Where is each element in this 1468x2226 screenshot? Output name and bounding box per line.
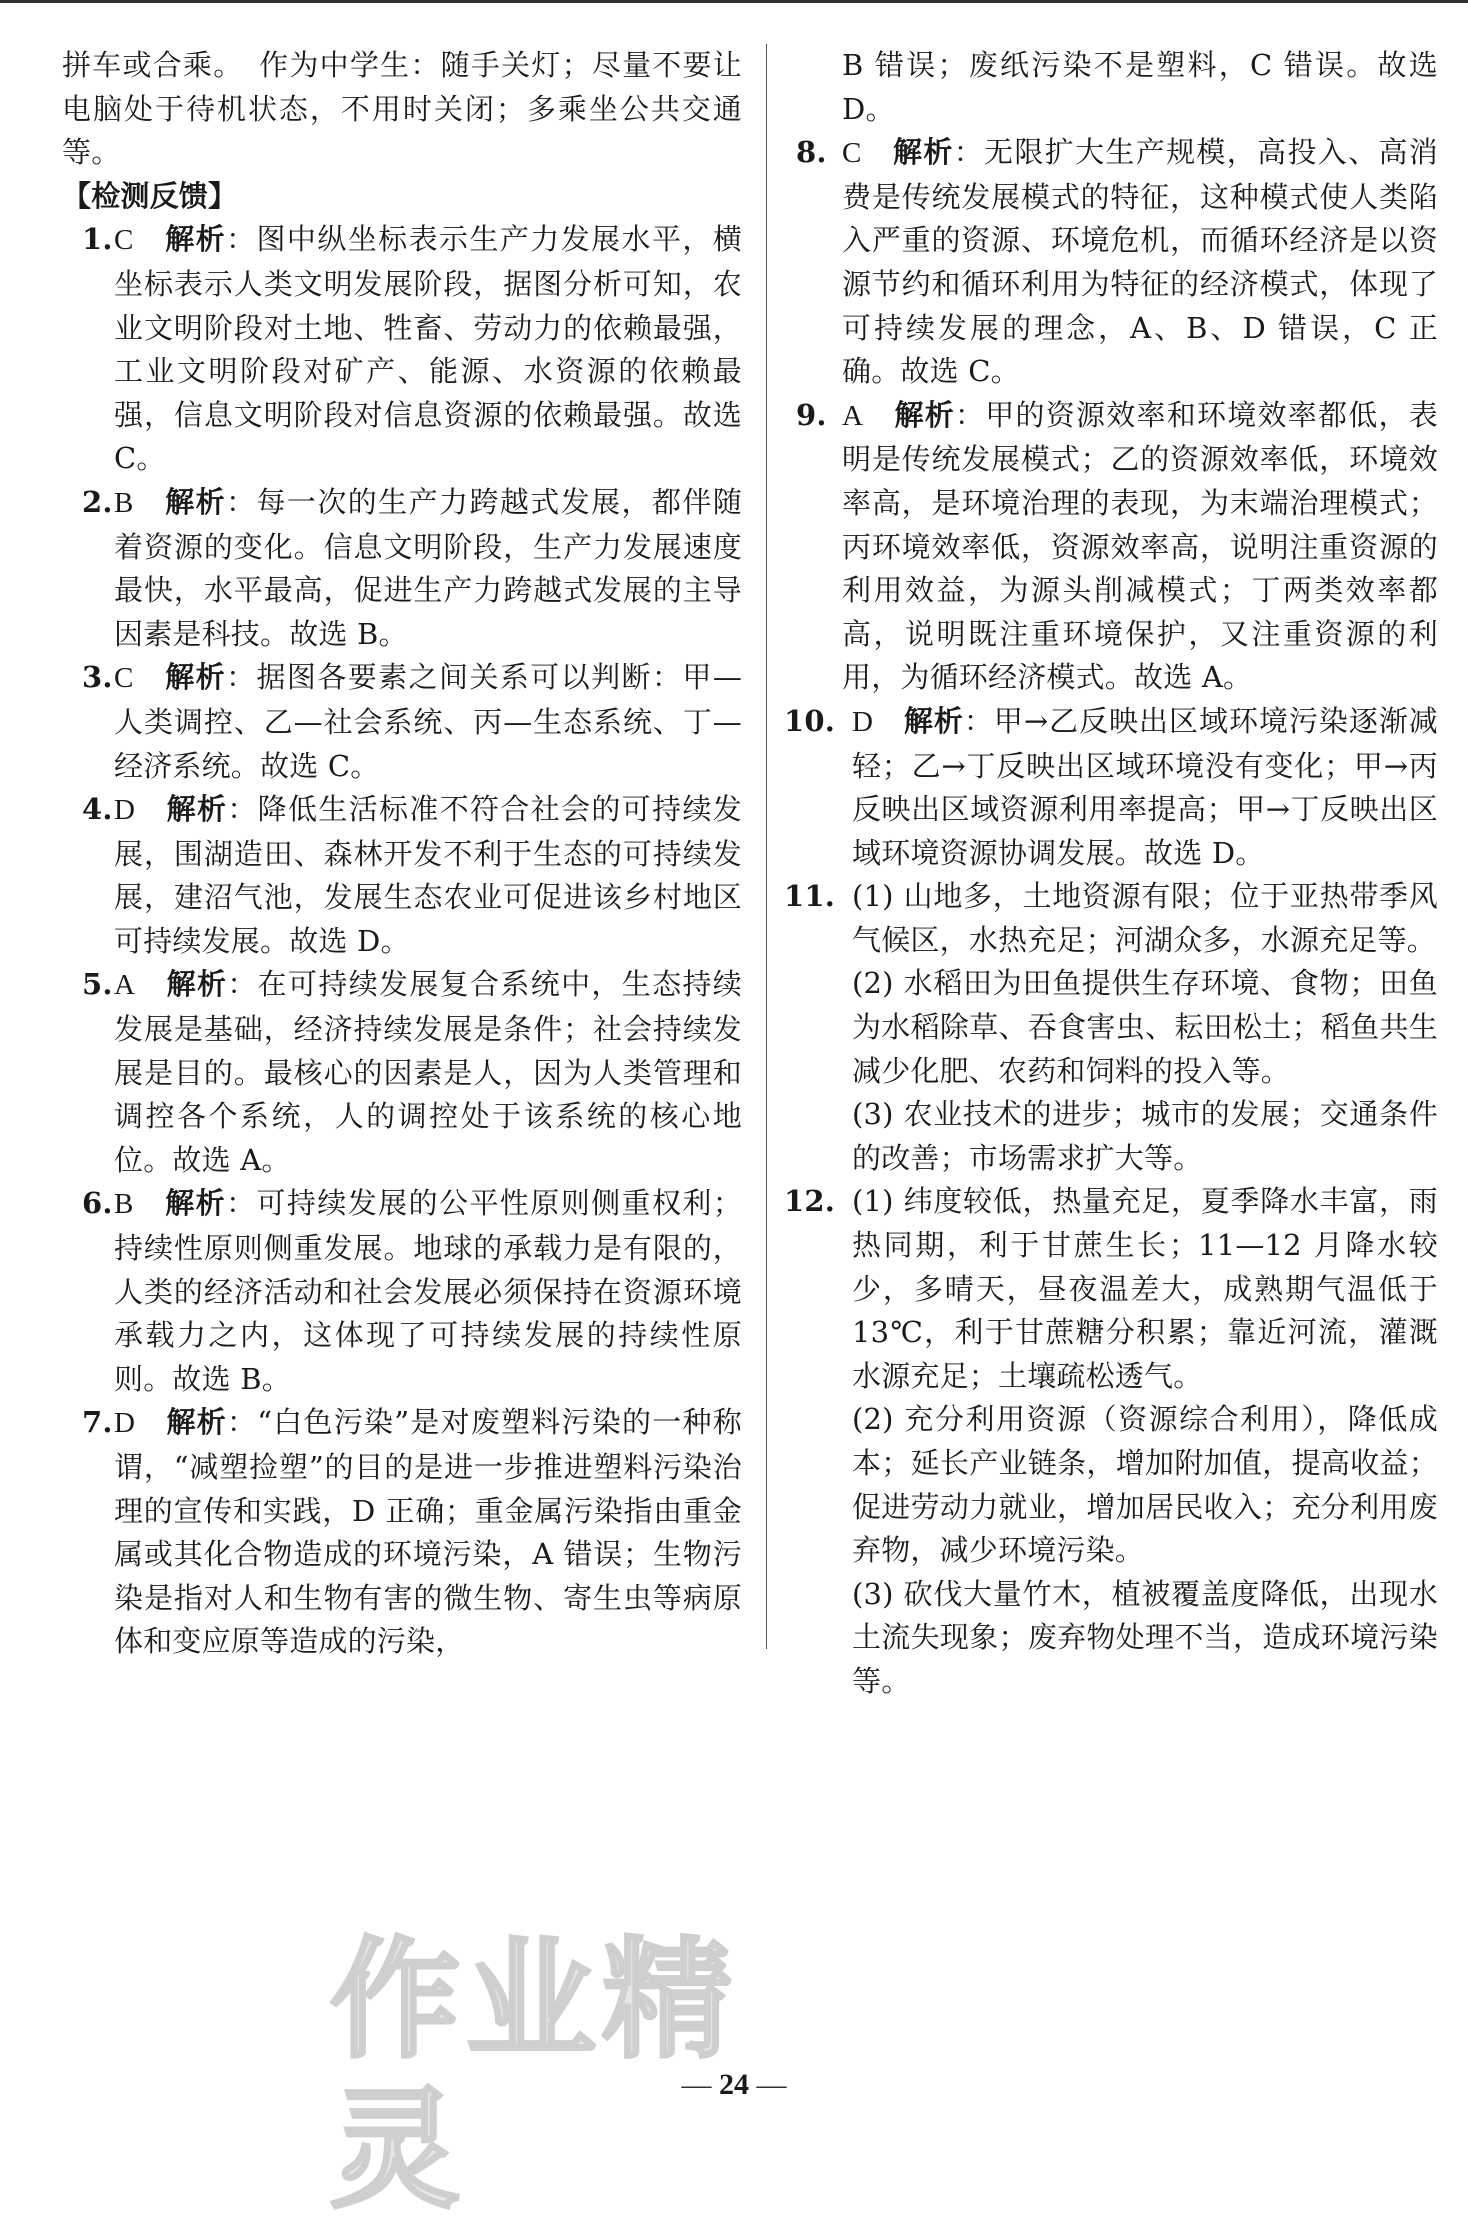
- item-number: 11.: [784, 879, 836, 914]
- item-7-continuation: B 错误；废纸污染不是塑料，C 错误。故选 D。: [842, 48, 1438, 126]
- item-text: ：据图各要素之间关系可以判断：甲—人类调控、乙—社会系统、丙—生态系统、丁—经济系统。故选 C。: [114, 660, 743, 783]
- right-column: [784, 44, 1439, 1704]
- answer-item-11: [784, 875, 1438, 1180]
- item-answer: B: [114, 486, 134, 519]
- item-11-part-2: (2) 水稻田为田鱼提供生存环境、食物；田鱼为水稻除草、吞食害虫、耘田松土；稻鱼共生减少化肥、农药和饲料的投入等。: [852, 966, 1438, 1088]
- item-answer: D: [114, 794, 136, 827]
- item-answer: C: [842, 137, 862, 170]
- item-11-part-1: (1) 山地多，土地资源有限；位于亚热带季风气候区，水热充足；河湖众多，水源充足等。: [852, 879, 1438, 957]
- item-label: 解析: [165, 484, 227, 519]
- item-text: ：每一次的生产力跨越式发展，都伴随着资源的变化。信息文明阶段，生产力发展速度最快，水平最高，促进生产力跨越式发展的主导因素是科技。故选 B。: [114, 484, 743, 651]
- item-answer: D: [114, 1407, 136, 1440]
- answer-item-4: [62, 788, 742, 963]
- answer-item-12: [784, 1180, 1438, 1703]
- item-label: 解析: [166, 1405, 227, 1440]
- item-11-part-3: (3) 农业技术的进步；城市的发展；交通条件的改善；市场需求扩大等。: [852, 1097, 1438, 1175]
- item-answer: C: [114, 224, 134, 257]
- item-number: 5.: [82, 967, 113, 1002]
- watermark-logo: 作业精灵: [330, 1924, 739, 2226]
- item-number: 7.: [82, 1405, 113, 1440]
- item-label: 解析: [903, 703, 964, 738]
- item-label: 解析: [165, 660, 227, 695]
- item-text: ：降低生活标准不符合社会的可持续发展，围湖造田、森林开发不利于生态的可持续发展，建沼气池，发展生态农业可促进该乡村地区可持续发展。故选 D。: [114, 792, 742, 958]
- item-12-part-2: (2) 充分利用资源（资源综合利用），降低成本；延长产业链条，增加附加值，提高收益；促进劳动力就业，增加居民收入；充分利用废弃物，减少环境污染。: [852, 1402, 1438, 1568]
- column-divider: [766, 44, 767, 1649]
- item-text: ：甲→乙反映出区域环境污染逐渐减轻；乙→丁反映出区域环境没有变化；甲→丙反映出区域资源利用率提高；甲→丁反映出区域环境资源协调发展。故选 D。: [852, 703, 1439, 870]
- item-12-part-3: (3) 砍伐大量竹木，植被覆盖度降低，出现水土流失现象；废弃物处理不当，造成环境污染等。: [852, 1576, 1438, 1698]
- item-answer: D: [852, 705, 874, 738]
- intro-paragraph: 拼车或合乘。 作为中学生：随手关灯；尽量不要让电脑处于待机状态，不用时关闭；多乘坐公共交通等。: [62, 48, 742, 170]
- item-number: 1.: [82, 222, 113, 257]
- answer-item-10: [784, 700, 1439, 875]
- item-text: ：无限扩大生产规模，高投入、高消费是传统发展模式的特征，这种模式使人类陷入严重的资源、环境危机，而循环经济是以资源节约和循环利用为特征的经济模式，体现了可持续发展的理念，A、B、D 错误，C 正确。故选 C。: [842, 135, 1439, 389]
- answer-item-6: [62, 1182, 742, 1401]
- item-number: 9.: [796, 397, 827, 432]
- item-label: 解析: [894, 397, 955, 432]
- item-label: 解析: [165, 1186, 227, 1221]
- top-rule: [0, 0, 1468, 3]
- item-number: 3.: [82, 660, 113, 695]
- item-answer: C: [114, 662, 134, 695]
- answer-item-7: [62, 1401, 742, 1664]
- item-text: ：图中纵坐标表示生产力发展水平，横坐标表示人类文明发展阶段，据图分析可知，农业文明阶段对土地、牲畜、劳动力的依赖最强，工业文明阶段对矿产、能源、水资源的依赖最强，信息文明阶段对信息资源的依赖最强。故选 C。: [114, 222, 743, 476]
- item-number: 6.: [82, 1186, 113, 1221]
- answer-item-2: [62, 481, 742, 656]
- item-text: ：在可持续发展复合系统中，生态持续发展是基础，经济持续发展是条件；社会持续发展是目的。最核心的因素是人，因为人类管理和调控各个系统，人的调控处于该系统的核心地位。故选 A。: [114, 967, 742, 1177]
- answer-item-8: [790, 131, 1438, 394]
- item-number: 10.: [784, 703, 836, 738]
- left-column: [62, 44, 742, 1664]
- item-text: ：甲的资源效率和环境效率都低，表明是传统发展模式；乙的资源效率低，环境效率高，是环境治理的表现，为末端治理模式；丙环境效率低，资源效率高，说明注重资源的利用效益，为源头削减模式；丁两类效率都高，说明既注重环境保护，又注重资源的利用，为循环经济模式。故选 A。: [842, 397, 1438, 695]
- item-12-part-1: (1) 纬度较低，热量充足，夏季降水丰富，雨热同期，利于甘蔗生长；11—12 月降水较少，多晴天，昼夜温差大，成熟期气温低于 13℃，利于甘蔗糖分积累；靠近河流，灌溉水源充足；土壤疏松透气。: [852, 1184, 1438, 1393]
- item-label: 解析: [165, 222, 227, 257]
- answer-item-1: [62, 218, 742, 481]
- item-number: 8.: [796, 135, 827, 170]
- item-label: 解析: [166, 967, 228, 1002]
- answer-item-3: [62, 656, 742, 788]
- item-text: ：可持续发展的公平性原则侧重权利；持续性原则侧重发展。地球的承载力是有限的，人类的经济活动和社会发展必须保持在资源环境承载力之内，这体现了可持续发展的持续性原则。故选 B。: [114, 1186, 743, 1396]
- item-label: 解析: [166, 792, 228, 827]
- page-number: — 24 —: [681, 2068, 787, 2101]
- item-number: 2.: [82, 484, 113, 519]
- answer-item-9: [790, 394, 1438, 700]
- item-number: 4.: [82, 792, 113, 827]
- item-number: 12.: [784, 1184, 836, 1219]
- section-heading: 【检测反馈】: [62, 178, 238, 213]
- answer-item-5: [62, 963, 742, 1182]
- item-label: 解析: [893, 135, 954, 170]
- item-answer: A: [114, 969, 136, 1002]
- item-answer: A: [842, 399, 864, 432]
- page-number-value: 24: [719, 2068, 749, 2101]
- item-text: ：“白色污染”是对废塑料污染的一种称谓，“减塑捡塑”的目的是进一步推进塑料污染治理的宣传和实践，D 正确；重金属污染指由重金属或其化合物造成的环境污染，A 错误；生物污染是指对人和生物有害的微生物、寄生虫等病原体和变应原等造成的污染，: [114, 1405, 742, 1659]
- item-answer: B: [114, 1188, 134, 1221]
